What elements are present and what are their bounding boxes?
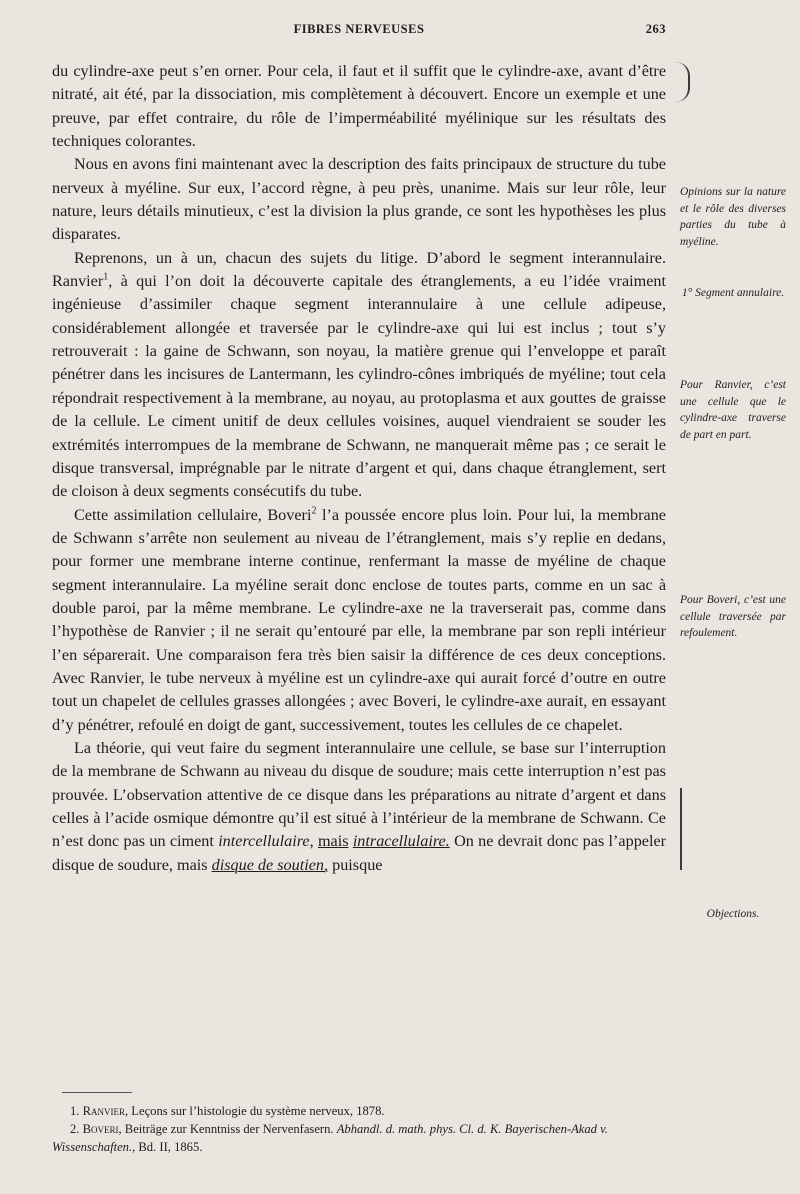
margin-note-2: 1° Segment annulaire. xyxy=(681,287,785,299)
p5-mais-2: mais xyxy=(176,855,208,874)
main-text xyxy=(52,60,666,877)
footnote-ref-2: 2 xyxy=(311,505,317,517)
footnote-2-end: , Bd. II, 1865. xyxy=(132,1140,203,1154)
p5-mais-1: mais xyxy=(317,832,349,851)
footnote-ref-1: 1 xyxy=(103,271,109,283)
paragraph-2: Nous en avons fini maintenant avec la description des faits principaux de structure du tube nerveux à myéline. Sur eux, l’accord règne, à peu près, unanime. Mais sur leur rôle, leur nature, leurs détails minutieux, c’est la division la plus grande, ce sont les hypothèses les plus disparates. xyxy=(52,155,666,244)
margin-note-4: Pour Boveri, c’est une cellule traversée par refoulement. xyxy=(680,594,786,639)
margin-note-5: Objections. xyxy=(706,908,760,920)
paragraph-3 xyxy=(52,247,666,504)
p3-text-a: Reprenons, un à un, chacun des sujets du litige. D’abord le segment interannulaire. Ranvier xyxy=(52,248,666,291)
footnote-2-journal: Abhandl. d. math. phys. Cl. d. K. Bayerischen-Akad v. Wissenschaften. xyxy=(52,1122,608,1154)
paragraph-4 xyxy=(52,504,666,737)
pencil-bracket-mark xyxy=(676,62,690,102)
page-number: 263 xyxy=(645,22,666,36)
footnote-2-number: 2. xyxy=(70,1122,80,1136)
running-header xyxy=(52,22,666,42)
margin-note-1: Opinions sur la nature et le rôle des diverses parties du tube à myéline. xyxy=(680,186,786,248)
p3-text-b: , à qui l’on doit la découverte capitale des étranglements, a eu l’idée vraiment ingénieuse d’assimiler chaque segment interannulaire à une cellule adipeuse, considérablement allongée et traversée par le cylindre-axe qui lui est inclus ; tout s’y retrouverait : la gaine de Schwann, son noyau, la matière grenue qui l’enveloppe et paraît pénétrer dans les incisures de Lantermann, les cylindro-cônes imbriqués de myéline; tout cela répondrait respectivement à la membrane, au noyau, au protoplasma et aux gouttes de graisse de la cellule. Le ciment unitif de deux cellules voisines, auquel viendraient se souder les extrémités interrompues de la membrane de Schwann, ne manquerait même pas ; ce serait le disque transversal, imprégnable par le nitrate d’argent et qui, dans chaque étranglement, sert de cloison à deux segments consécutifs du tube. xyxy=(52,272,666,501)
header-title: FIBRES NERVEUSES xyxy=(293,22,425,36)
footnote-1-number: 1. xyxy=(70,1104,80,1118)
footnote-1-text: Leçons sur l’histologie du système nerveux, 1878. xyxy=(128,1104,385,1118)
p5-disque-de-soutien: disque de soutien, xyxy=(211,855,329,874)
p4-text-a: Cette assimilation cellulaire, Boveri xyxy=(74,505,312,524)
p5-intracellulaire: intracellulaire. xyxy=(352,832,450,851)
footnote-1-author: Ranvier, xyxy=(82,1104,129,1118)
paragraph-5 xyxy=(52,737,666,877)
p5-intercellulaire: intercellulaire xyxy=(218,832,310,851)
p5-comma: , xyxy=(309,832,318,851)
p5-text-d: puisque xyxy=(328,855,383,874)
margin-note-3: Pour Ranvier, c’est une cellule que le cylindre-axe traverse de part en part. xyxy=(680,379,786,441)
p5-text-a: La théorie, qui veut faire du segment interannulaire une cellule, se base sur l’interruption de la membrane de Schwann au niveau du disque de soudure; mais cette interruption n’est pas prouvée. L’observation attentive de ce disque dans les préparations au nitrate d’argent et dans celles à l’acide osmique démontre qu’il est situé à l’intérieur de la membrane de Schwann. Ce n’est donc pas un ciment xyxy=(52,738,666,851)
footnote-rule xyxy=(62,1092,132,1093)
footnotes xyxy=(52,1102,666,1156)
pencil-margin-line xyxy=(672,788,682,870)
footnote-2-author: Boveri, xyxy=(82,1122,122,1136)
p5-text-c: On ne devrait donc pas l’appeler disque de soudure, xyxy=(52,832,667,874)
footnote-2-text: Beiträge zur Kenntniss der Nervenfasern. xyxy=(121,1122,337,1136)
footnote-1 xyxy=(52,1102,666,1120)
footnote-2 xyxy=(52,1120,666,1156)
p4-text-b: l’a poussée encore plus loin. Pour lui, la membrane de Schwann s’arrête non seulement au niveau de l’étranglement, mais s’y replie en dedans, pour former une membrane interne continue, renfermant la masse de myéline de chaque segment interannulaire. La myéline serait donc enclose de toutes parts, comme en un sac à double paroi, par la même membrane. Le cylindre-axe ne la traverserait pas, comme dans l’hypothèse de Ranvier ; il ne serait qu’entouré par elle, la membrane par son repli intérieur l’en séparerait. Une comparaison fera très bien saisir la différence de ces deux conceptions. Avec Ranvier, le tube nerveux à myéline est un cylindre-axe qui aurait forcé d’outre en outre tout un chapelet de cellules grasses allongées ; avec Boveri, le cylindre-axe aurait, en essayant d’y pénétrer, refoulé en doigt de gant, successivement, toutes les cellules de ce chapelet. xyxy=(52,505,666,734)
paragraph-1: du cylindre-axe peut s’en orner. Pour cela, il faut et il suffit que le cylindre-axe, avant d’être nitraté, ait été, par la dissociation, mis complètement à découvert. Encore un exemple et une preuve, par effet contraire, du rôle de l’imperméabilité myélinique sur les résultats des techniques colorantes. xyxy=(52,62,666,151)
